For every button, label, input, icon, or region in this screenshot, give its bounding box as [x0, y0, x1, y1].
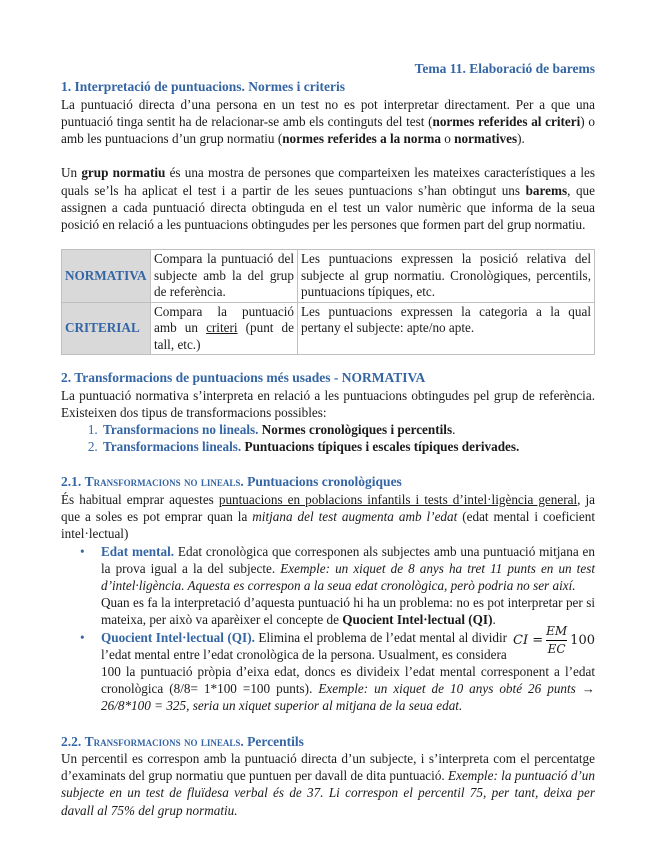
text: Edat cronològica que corresponen als subjectes amb una puntuació mitjana en la prova igual a la del subjecte.	[101, 543, 595, 576]
row-label: NORMATIVA	[62, 250, 151, 303]
text: o	[440, 131, 455, 147]
section-2-2-heading	[61, 733, 595, 751]
list-item-title: Transformacions no lineals.	[103, 422, 259, 438]
document-page	[61, 60, 595, 819]
iq-formula	[513, 623, 595, 658]
text: Puntuacions cronològiques	[243, 474, 402, 490]
text: És habitual emprar aquestes	[61, 491, 219, 507]
text: ).	[517, 131, 525, 147]
table-cell	[151, 302, 298, 355]
bold-text: grup normatiu	[81, 165, 166, 181]
list-item-title: Quocient Intel·lectual (QI).	[101, 629, 255, 645]
row-label: CRITERIAL	[62, 302, 151, 355]
text: Transformacions no lineals.	[84, 733, 244, 749]
bold-text: Normes cronològiques i percentils	[258, 422, 453, 438]
text: (punt de tall, etc.)	[154, 320, 294, 352]
text: 2.1.	[61, 474, 85, 490]
italic-text: mitjana del test augmenta amb l’edat	[252, 509, 458, 525]
list-item	[101, 421, 595, 438]
document-title: Tema 11. Elaboració de barems	[414, 61, 595, 76]
text: 2.2.	[61, 733, 85, 749]
text: 100 la puntuació pròpia d’eixa edat, doncs es divideix l’edat mental corresponent a l’edat cronològica (8/8= 1*100 =100 punts).	[101, 663, 595, 697]
bold-text: normes referides a la norma	[282, 131, 441, 147]
text: Elimina el problema de l’edat mental al dividir l’edat mental entre l’edat cronològica de la persona. Usualment, es considera	[101, 629, 508, 662]
bullet-icon: •	[80, 543, 85, 559]
text: Quan es fa la interpretació d’aquesta puntuació hi ha un problema: no es pot interpretar per si mateixa, per això va aparèixer el concepte de	[101, 595, 595, 628]
list-item-title: Edat mental.	[101, 543, 175, 559]
list-item	[80, 543, 595, 629]
text: La puntuació directa d’una persona en un test no es pot interpretar directament. Per a que una puntuació tinga sentit ha de relacionar-se amb els continguts del test (	[61, 96, 595, 129]
section-2-2-paragraph	[61, 750, 595, 819]
formula-lhs: CI =	[513, 632, 544, 648]
comparison-table	[61, 249, 595, 355]
bold-text: barems	[525, 182, 568, 198]
denominator: EC	[547, 641, 566, 656]
text: Un	[61, 165, 82, 181]
text: .	[452, 422, 456, 438]
text: Un percentil es correspon amb la puntuació directa d’un subjecte, i s’interpreta com el percentatge d’examinats del grup normatiu que puntuen per davall de dita puntuació.	[61, 751, 595, 784]
table-row	[62, 302, 595, 355]
text: és una mostra de persones que comparteixen les mateixes característiques a les quals se’ls ha aplicat el test i a partir de les seues puntuacions s’han obtingut uns	[61, 165, 595, 198]
table-cell: Les puntuacions expressen la categoria a la qual pertany el subjecte: apte/no apte.	[298, 302, 595, 355]
section-2-1-heading	[61, 473, 595, 491]
table-cell: Compara la puntuació del subjecte amb la del grup de referència.	[151, 250, 298, 303]
underlined-text: puntuacions en poblacions infantils i tests d’intel·ligència general	[218, 491, 578, 507]
section-1-paragraph-2	[61, 164, 595, 233]
section-1-paragraph-1	[61, 96, 595, 148]
section-1-heading: 1. Interpretació de puntuacions. Normes i criteris	[61, 79, 345, 95]
text: Percentils	[243, 733, 304, 749]
multiplier: 100	[570, 632, 595, 648]
section-2-paragraph: La puntuació normativa s’interpreta en relació a les puntuacions obtingudes pel grup de referència. Existeixen dos tipus de transformacions possibles:	[61, 387, 595, 420]
text: ) o amb les puntuacions d’un grup normatiu (	[61, 113, 595, 147]
text: , ja que a soles es pot emprar quan la	[61, 491, 595, 525]
text: , que assignen a cada puntuació directa obtinguda en el test un valor numèric que informa de la seua posició en relació a les puntuacions obtingudes per les persones que formen part del grup normatiu.	[61, 182, 595, 232]
bullet-list	[61, 543, 595, 715]
bullet-icon: •	[80, 629, 85, 645]
bold-text: Puntuacions típiques i escales típiques derivades.	[241, 439, 520, 455]
text: Transformacions no lineals.	[84, 474, 244, 490]
bold-text: Quocient Intel·lectual (QI)	[342, 612, 493, 628]
list-item-title: Transformacions lineals.	[103, 439, 242, 455]
table-row	[62, 250, 595, 303]
text: .	[492, 612, 496, 628]
section-2-1-paragraph	[61, 491, 595, 543]
list-item	[101, 438, 595, 455]
table-cell: Les puntuacions expressen la posició relativa del subjecte al grup normatiu. Cronològiques, percentils, puntuacions típiques, etc.	[298, 250, 595, 303]
italic-text: Exemple: la puntuació d’un subjecte en un test de fluïdesa verbal és de 37. Li correspon el percentil 75, per tant, deixa per davall al 75% del grup normatiu.	[61, 768, 595, 818]
text: (edat mental i coeficient intel·lectual)	[61, 509, 596, 542]
list-item	[80, 623, 595, 715]
fraction	[546, 623, 567, 658]
bold-text: normatives	[454, 131, 518, 147]
italic-text: Exemple: un xiquet de 8 anys ha tret 11 punts en un test d’intel·ligència. Aquesta es correspon a la seua edat cronològica, però podria no ser així.	[101, 560, 595, 593]
italic-text: Exemple: un xiquet de 10 anys obté 26 punts → 26/8*100 = 325, seria un xiquet superior al mitjana de la seua edat.	[101, 681, 595, 714]
transformations-list	[61, 421, 595, 455]
numerator: EM	[546, 623, 567, 641]
underlined-text: criteri	[206, 320, 238, 336]
text: Compara la puntuació amb un	[154, 303, 294, 336]
section-2-heading: 2. Transformacions de puntuacions més usades - NORMATIVA	[61, 370, 426, 386]
bold-text: normes referides al criteri	[432, 113, 581, 129]
